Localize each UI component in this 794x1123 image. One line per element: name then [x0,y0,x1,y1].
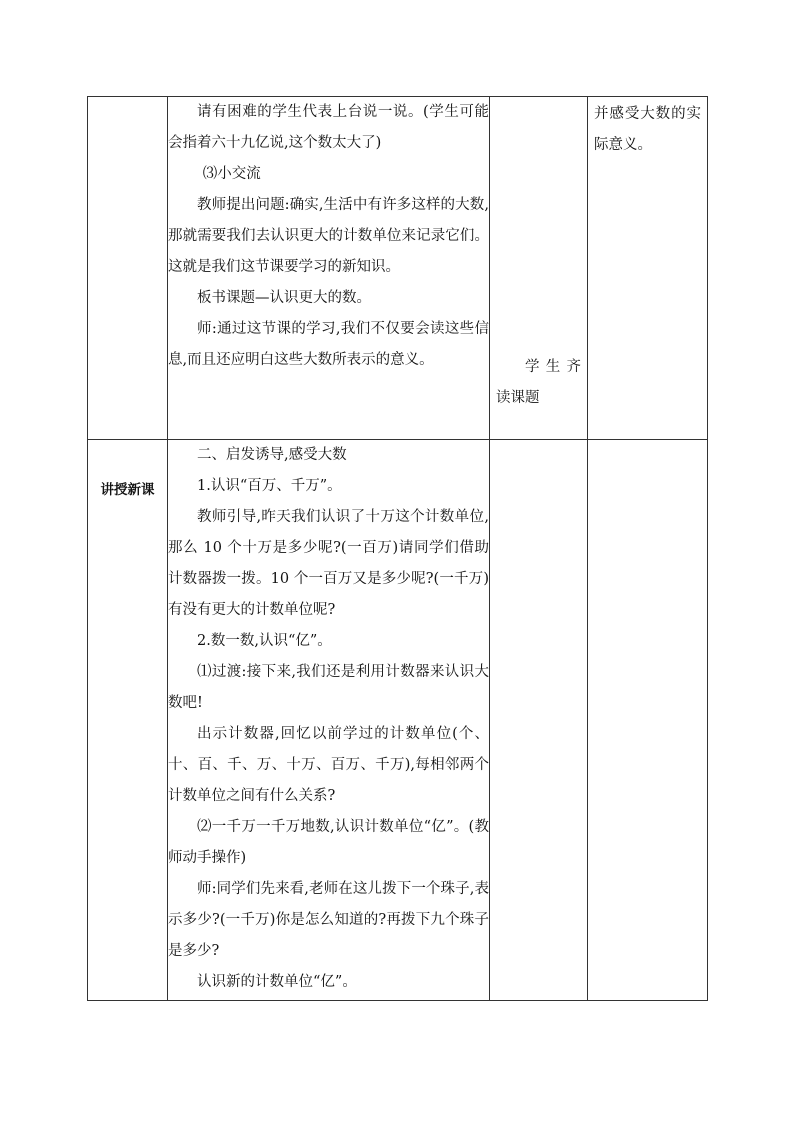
teacher-activity-cell [168,440,490,1001]
paragraph: ⑴过渡:接下来,我们还是利用计数器来认识大数吧! [168,664,489,711]
teacher-activity-cell [168,97,490,440]
design-intent-cell [588,97,708,440]
student-activity-cell [490,97,588,440]
paragraph: ⑵一千万一千万地数,认识计数单位“亿”。(教师动手操作) [168,819,489,866]
section-label [88,97,167,135]
student-activity-text: 学生齐读课题 [496,359,581,406]
paragraph: 教师引导,昨天我们认识了十万这个计数单位,那么 10 个十万是多少呢?(一百万)请同学们借助计数器拨一拨。10 个一百万又是多少呢?(一千万)有没有更大的计数单位呢? [168,509,489,618]
table-row [88,440,708,1001]
paragraph: 出示计数器,回忆以前学过的计数单位(个、十、百、千、万、十万、百万、千万),每相邻两个计数单位之间有什么关系? [168,726,489,804]
design-intent-text: 并感受大数的实际意义。 [594,106,701,153]
student-activity-cell [490,440,588,1001]
table-row [88,97,708,440]
paragraph: 请有困难的学生代表上台说一说。(学生可能会指着六十九亿说,这个数太大了) [168,104,489,151]
paragraph: 板书课题—认识更大的数。 [197,290,371,306]
paragraph: 2.数一数,认识“亿”。 [197,633,332,649]
paragraph: 二、启发诱导,感受大数 [197,447,347,463]
paragraph: 师:同学们先来看,老师在这儿拨下一个珠子,表示多少?(一千万)你是怎么知道的?再拨下九个珠子是多少? [168,881,489,959]
lesson-plan-table [87,96,708,1001]
paragraph: 认识新的计数单位“亿”。 [197,974,357,990]
paragraph: 1.认识“百万、千万”。 [197,478,342,494]
section-label: 讲授新课 [100,482,155,498]
design-intent-cell [588,440,708,1001]
paragraph: 师:通过这节课的学习,我们不仅要会读这些信息,而且还应明白这些大数所表示的意义。 [168,321,489,368]
paragraph: ⑶小交流 [202,166,261,182]
section-cell [88,97,168,440]
section-cell [88,440,168,1001]
paragraph: 教师提出问题:确实,生活中有许多这样的大数,那就需要我们去认识更大的计数单位来记录它们。这就是我们这节课要学习的新知识。 [168,197,489,275]
